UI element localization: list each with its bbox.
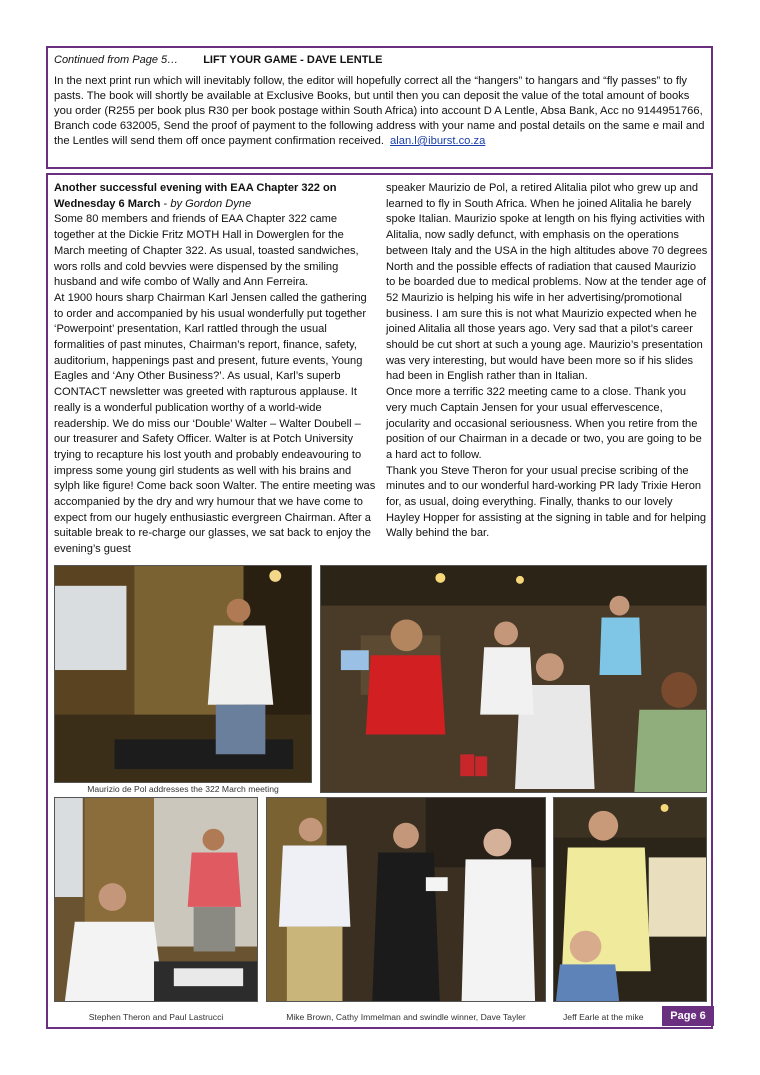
photo-theron-lastrucci — [54, 797, 258, 1002]
continued-article-body — [54, 74, 705, 149]
article-column-right — [386, 181, 708, 542]
continued-body-text: In the next print run which will inevitably follow, the editor will hopefully correct all the “hangers” to hangars and “fly passes” to fly pasts. The book will shortly be available at Exclusive Books, but until then you can deposit the value of the total amount of books you order (R255 per book plus R30 per book postage within South Africa) into account D A Lentle, Absa Bank, Acc no 9144951766, Branch code 632005, Send the proof of payment to the following address with your name and postal details on the same e mail and the Lentles will send them off once payment confirmation received. — [54, 75, 705, 147]
article-heading — [54, 181, 376, 212]
article-title: Another successful evening with EAA Chapter 322 on Wednesday 6 March — [54, 182, 337, 210]
byline-separator: - — [160, 197, 171, 210]
paragraph: Once more a terrific 322 meeting came to a close. Thank you very much Captain Jensen for your usual effervescence, jocularity and occasional seriousness. When you retire from the position of our Chairman in a decade or two, you are going to be a hard act to follow. — [386, 386, 702, 461]
email-link[interactable]: alan.l@iburst.co.za — [390, 135, 486, 147]
photo-swindle-winner — [266, 797, 546, 1002]
article-column-left — [54, 181, 376, 558]
page-number: Page 6 — [662, 1006, 714, 1026]
continued-article-title: LIFT YOUR GAME - DAVE LENTLE — [203, 54, 383, 66]
continued-article-box — [46, 46, 713, 169]
photo-audience — [320, 565, 707, 793]
article-byline: by Gordon Dyne — [170, 197, 252, 210]
continued-from-label: Continued from Page 5… — [54, 54, 179, 66]
paragraph: Thank you Steve Theron for your usual precise scribing of the minutes and to our wonderful hard-working PR lady Trixie Heron for, as usual, doing everything. Finally, thanks to our lovely Hayley Hopper for assisting at the signing in table and for helping Wally behind the bar. — [386, 464, 707, 540]
caption-photo1: Maurizio de Pol addresses the 322 March meeting — [87, 784, 279, 794]
caption-photo3: Stephen Theron and Paul Lastrucci — [88, 1012, 224, 1022]
paragraph: At 1900 hours sharp Chairman Karl Jensen called the gathering to order and accompanied by his usual wonderfully put together ‘Powerpoint’ presentation, Karl rattled through the usual formalities of past minutes, Chairman’s report, finance, safety, auditorium, happenings past and present, future events, Young Eagles and ‘Any Other Business?’. As usual, Karl’s superb CONTACT newsletter was greeted with rapturous applause. It really is a wonderful publication worthy of a world-wide readership. We do miss our ‘Double’ Walter – Walter Doubell – our treasurer and Safety Officer. Walter is at Potch University trying to recapture his lost youth and probably endeavouring to impress some young girl students as well with his brains and sylph like figure! Come back soon Walter. The entire meeting was accompanied by the dry and wry humour that we have come to expect from our hugely enthusiastic evergreen Chairman. After a suitable break to re-charge our glasses, we sat back to enjoy the evening’s guest — [54, 291, 376, 556]
caption-photo4: Mike Brown, Cathy Immelman and swindle winner, Dave Tayler — [286, 1012, 526, 1022]
paragraph: speaker Maurizio de Pol, a retired Alitalia pilot who grew up and learned to fly in South Africa. When he joined Alitalia he barely spoke Italian. Maurizio spoke at length on his flying activities with Alitalia, now sadly defunct, with emphasis on the operations between Italy and the USA in the high altitudes above 70 degrees North and the possible effects of radiation that caused Maurizio to be boarded due to medical problems. Now at the tender age of 52 Maurizio is helping his wife in her advertising/promotional business. I am sure this is not what Maurizio expected when he joined Alitalia all those years ago. Very sad that a pilot’s career should be cut short at such a young age. Maurizio’s presentation was very interesting, but would have been more so if his slides had been in English rather than in Italian. — [386, 182, 708, 383]
paragraph: Some 80 members and friends of EAA Chapter 322 came together at the Dickie Fritz MOTH Hall in Dowerglen for the March meeting of Chapter 322. As usual, toasted sandwiches, wors rolls and cold bevvies were dispensed by the smiling husband and wife combo of Wally and Ann Ferreira. — [54, 213, 359, 289]
caption-photo5: Jeff Earle at the mike — [563, 1012, 644, 1022]
photo-jeff-earle — [553, 797, 707, 1002]
photo-speaker-at-podium — [54, 565, 312, 783]
continued-header — [54, 54, 705, 66]
